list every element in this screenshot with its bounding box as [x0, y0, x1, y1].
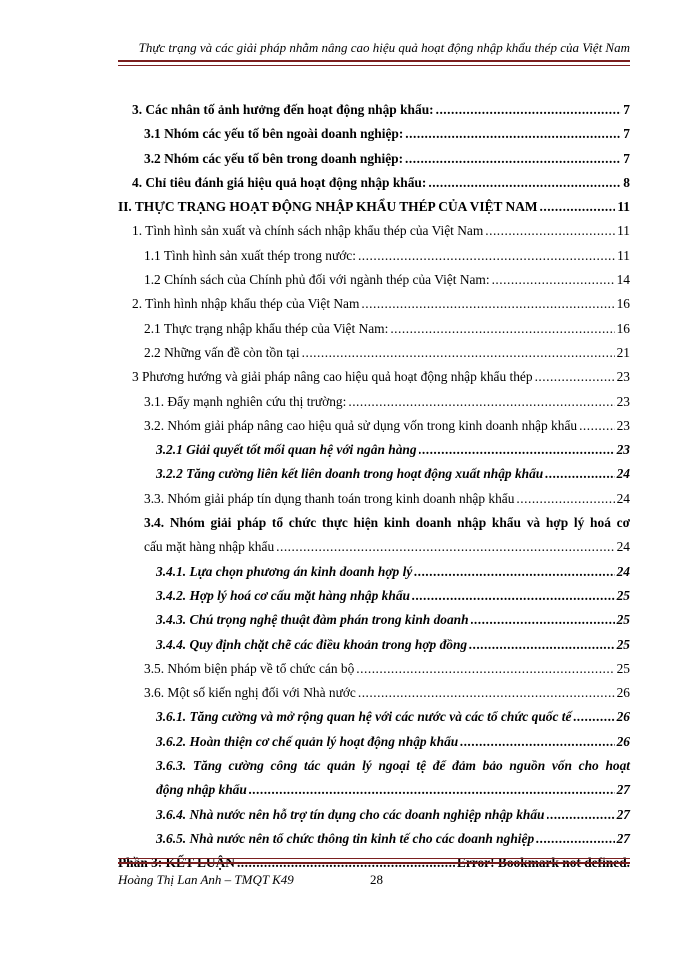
toc-entry-title: 3.4.3. Chú trọng nghệ thuật đàm phán trong kinh doanh: [156, 612, 469, 628]
toc-page-number: 27: [616, 782, 630, 798]
toc-entry[interactable]: [118, 321, 630, 345]
toc-page-number: 26: [616, 733, 630, 749]
toc-entry-title: 3.1 Nhóm các yếu tố bên ngoài doanh nghiệp:: [144, 126, 404, 142]
toc-entry[interactable]: [118, 296, 630, 320]
dot-leader: [348, 394, 614, 410]
toc-entry-title: 3.4.1. Lựa chọn phương án kinh doanh hợp lý: [156, 563, 413, 579]
dot-leader: [579, 418, 615, 434]
dot-leader: [249, 782, 615, 798]
toc-entry-title: 3.3. Nhóm giải pháp tín dụng thanh toán trong kinh doanh nhập khẩu: [144, 490, 515, 506]
dot-leader: [536, 831, 614, 847]
toc-page-number: 16: [616, 320, 630, 336]
toc-page-number: 26: [616, 685, 630, 701]
toc-entry[interactable]: [118, 175, 630, 199]
dot-leader: [361, 296, 614, 312]
toc-page-number: 25: [616, 660, 630, 676]
toc-entry[interactable]: [118, 345, 630, 369]
toc-page-number: 16: [616, 296, 630, 312]
toc-page-number: 11: [617, 223, 630, 239]
toc-page-number: 7: [623, 102, 630, 117]
toc-page-number: 25: [616, 587, 630, 603]
dot-leader: [276, 539, 614, 555]
toc-page-number: 24: [616, 466, 630, 482]
dot-leader: [436, 102, 622, 118]
toc-entry-title: động nhập khẩu: [156, 782, 247, 798]
toc-entry-title: 3. Các nhân tố ảnh hưởng đến hoạt động nhập khẩu:: [132, 102, 434, 117]
toc-entry[interactable]: [118, 685, 630, 709]
toc-page-number: 23: [616, 417, 630, 433]
dot-leader: [535, 369, 615, 385]
toc-entry-title: 1.2 Chính sách của Chính phủ đối với ngành thép của Việt Nam:: [144, 272, 490, 288]
toc-page-number: 26: [616, 709, 630, 725]
toc-page-number: 8: [623, 174, 630, 190]
toc-entry[interactable]: [118, 661, 630, 685]
dot-leader: [573, 709, 614, 725]
toc-page-number: 11: [617, 247, 630, 263]
toc-entry[interactable]: [118, 831, 630, 855]
toc-page-number: 21: [616, 344, 630, 360]
dot-leader: [405, 126, 621, 142]
footer-author: Hoàng Thị Lan Anh – TMQT K49: [118, 872, 294, 887]
toc-entry[interactable]: [118, 223, 630, 247]
toc-entry-title: II. THỰC TRẠNG HOẠT ĐỘNG NHẬP KHẨU THÉP CỦA VIỆT NAM: [118, 199, 538, 215]
toc-entry-title: 3.5. Nhóm biện pháp về tổ chức cán bộ: [144, 660, 355, 676]
toc-page-number: 24: [616, 490, 630, 506]
toc-entry[interactable]: [118, 199, 630, 223]
toc-page-number: 24: [616, 563, 630, 579]
toc-page-number: 7: [623, 126, 630, 142]
toc-page-number: 11: [617, 199, 630, 215]
dot-leader: [516, 491, 614, 507]
toc-entry-title: 2.1 Thực trạng nhập khẩu thép của Việt Nam:: [144, 320, 389, 336]
dot-leader: [419, 442, 615, 458]
toc-entry-title: 3.2. Nhóm giải pháp nâng cao hiệu quả sử dụng vốn trong kinh doanh nhập khẩu: [144, 417, 578, 433]
toc-entry-title: 3.4. Nhóm giải pháp tổ chức thực hiện kinh doanh nhập khẩu và hợp lý hoá cơ: [144, 515, 630, 531]
toc-entry[interactable]: [118, 369, 630, 393]
toc-entry-title: 3.4.2. Hợp lý hoá cơ cấu mặt hàng nhập khẩu: [156, 587, 410, 603]
toc-entry-title: 1.1 Tình hình sản xuất thép trong nước:: [144, 247, 356, 263]
toc-entry[interactable]: [118, 515, 630, 539]
running-header: Thực trạng và các giải pháp nhằm nâng cao hiệu quả hoạt động nhập khẩu thép của Việt Nam: [138, 40, 630, 55]
dot-leader: [492, 272, 615, 288]
toc-entry-title: 3.1. Đẩy mạnh nghiên cứu thị trường:: [144, 393, 347, 409]
toc-entry-title: 3 Phương hướng và giải pháp nâng cao hiệu quả hoạt động nhập khẩu thép: [132, 369, 533, 385]
dot-leader: [547, 807, 615, 823]
toc-entry[interactable]: [118, 466, 630, 490]
toc-entry-title: 3.6.2. Hoàn thiện cơ chế quản lý hoạt động nhập khẩu: [156, 733, 459, 749]
toc-entry[interactable]: [118, 272, 630, 296]
toc-entry-title: 1. Tình hình sản xuất và chính sách nhập khẩu thép của Việt Nam: [132, 223, 484, 239]
header-rule: [118, 60, 630, 66]
toc-entry[interactable]: [118, 539, 630, 563]
toc-entry[interactable]: [118, 782, 630, 806]
dot-leader: [412, 588, 615, 604]
toc-entry[interactable]: [118, 491, 630, 515]
running-footer: [118, 872, 630, 888]
toc-entry-title: 3.6. Một số kiến nghị đối với Nhà nước: [144, 685, 356, 701]
toc-entry-title: Phần 3: KẾT LUẬN: [118, 855, 235, 871]
toc-entry-title: 3.6.1. Tăng cường và mở rộng quan hệ với các nước và các tổ chức quốc tế: [156, 709, 572, 725]
toc-page-number: 23: [616, 393, 630, 409]
dot-leader: [358, 685, 615, 701]
dot-leader: [405, 151, 621, 167]
toc-page-number: 7: [623, 150, 630, 166]
toc-entry[interactable]: [118, 102, 630, 126]
toc-entry[interactable]: [118, 758, 630, 782]
toc-entry[interactable]: [118, 151, 630, 175]
toc-entry-title: 2. Tình hình nhập khẩu thép của Việt Nam: [132, 296, 360, 312]
toc-page-number: 27: [616, 830, 630, 846]
toc-page-number: 24: [616, 539, 630, 555]
toc-entry-title: cấu mặt hàng nhập khẩu: [144, 539, 275, 555]
table-of-contents: [118, 102, 630, 880]
toc-page-number: 25: [616, 636, 630, 652]
toc-entry[interactable]: [118, 126, 630, 150]
dot-leader: [540, 199, 616, 215]
dot-leader: [460, 734, 614, 750]
dot-leader: [428, 175, 621, 191]
toc-entry[interactable]: [118, 637, 630, 661]
toc-entry[interactable]: [118, 394, 630, 418]
toc-entry[interactable]: [118, 442, 630, 466]
dot-leader: [471, 612, 615, 628]
dot-leader: [485, 223, 615, 239]
toc-entry-title: 3.2.2 Tăng cường liên kết liên doanh trong hoạt động xuất nhập khẩu: [156, 466, 544, 482]
toc-entry[interactable]: [118, 612, 630, 636]
toc-entry-title: 4. Chỉ tiêu đánh giá hiệu quả hoạt động nhập khẩu:: [132, 174, 427, 190]
dot-leader: [358, 248, 615, 264]
toc-entry[interactable]: [118, 564, 630, 588]
toc-page-number: 23: [616, 442, 630, 458]
dot-leader: [469, 637, 614, 653]
toc-page-number: 27: [616, 806, 630, 822]
toc-entry-title: 3.2.1 Giải quyết tốt mối quan hệ với ngân hàng: [156, 442, 417, 458]
toc-entry[interactable]: [118, 248, 630, 272]
footer-rule: [118, 858, 630, 864]
toc-entry[interactable]: [118, 418, 630, 442]
toc-page-number: 14: [616, 272, 630, 288]
toc-entry-title: 3.4.4. Quy định chặt chẽ các điều khoản trong hợp đồng: [156, 636, 468, 652]
toc-entry[interactable]: [118, 709, 630, 733]
dot-leader: [414, 564, 614, 580]
toc-page-number: Error! Bookmark not defined.: [456, 855, 630, 871]
page-number: 28: [370, 872, 383, 887]
toc-entry-title: 3.6.4. Nhà nước nên hỗ trợ tín dụng cho các doanh nghiệp nhập khẩu: [156, 806, 545, 822]
toc-page-number: 23: [616, 369, 630, 385]
toc-entry-title: 3.2 Nhóm các yếu tố bên trong doanh nghiệp:: [144, 150, 404, 166]
toc-entry-title: 3.6.3. Tăng cường công tác quản lý ngoại tệ để đảm bảo nguồn vốn cho hoạt: [156, 758, 630, 774]
dot-leader: [356, 661, 614, 677]
toc-entry-title: 3.6.5. Nhà nước nên tổ chức thông tin kinh tế cho các doanh nghiệp: [156, 830, 535, 846]
toc-entry[interactable]: [118, 588, 630, 612]
toc-entry-title: 2.2 Những vấn đề còn tồn tại: [144, 344, 300, 360]
toc-entry[interactable]: [118, 734, 630, 758]
dot-leader: [545, 466, 614, 482]
dot-leader: [302, 345, 615, 361]
toc-entry[interactable]: [118, 807, 630, 831]
toc-page-number: 25: [616, 612, 630, 628]
dot-leader: [390, 321, 614, 337]
